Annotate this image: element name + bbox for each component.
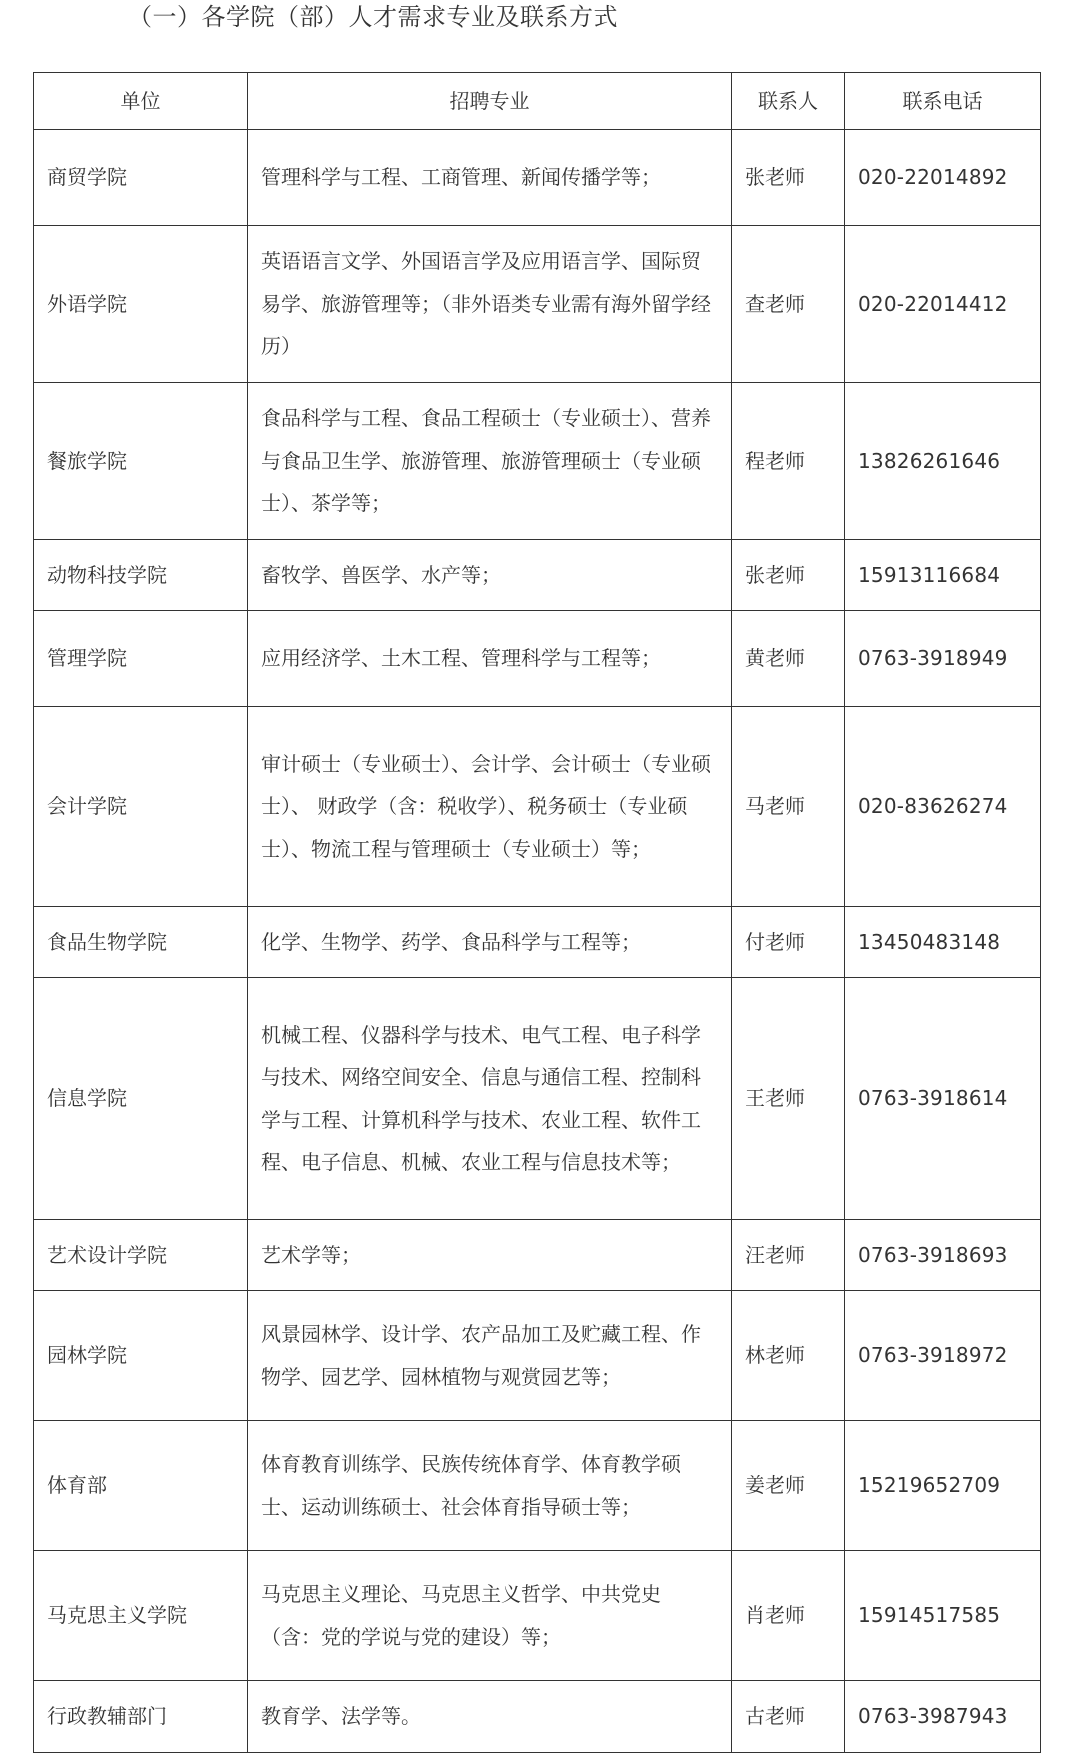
phone-cell: 0763-3987943	[845, 1681, 1041, 1753]
unit-cell: 管理学院	[34, 611, 248, 707]
unit-cell: 艺术设计学院	[34, 1220, 248, 1291]
phone-cell: 020-83626274	[845, 707, 1041, 907]
unit-cell: 动物科技学院	[34, 540, 248, 611]
table-row	[34, 707, 1041, 907]
contact-cell: 汪老师	[732, 1220, 845, 1291]
phone-cell: 0763-3918693	[845, 1220, 1041, 1291]
contact-cell: 姜老师	[732, 1421, 845, 1551]
contact-cell: 古老师	[732, 1681, 845, 1753]
table-row	[34, 611, 1041, 707]
major-cell: 英语语言文学、外国语言学及应用语言学、国际贸易学、旅游管理等；（非外语类专业需有海外留学经历）	[248, 226, 732, 383]
major-cell: 审计硕士（专业硕士）、会计学、会计硕士（专业硕士）、 财政学（含：税收学）、税务硕士（专业硕士）、物流工程与管理硕士（专业硕士）等；	[248, 707, 732, 907]
contact-cell: 肖老师	[732, 1551, 845, 1681]
header-row	[34, 73, 1041, 130]
table-row	[34, 1421, 1041, 1551]
phone-cell: 0763-3918614	[845, 978, 1041, 1220]
table-row	[34, 226, 1041, 383]
unit-cell: 行政教辅部门	[34, 1681, 248, 1753]
phone-cell: 13450483148	[845, 907, 1041, 978]
phone-cell: 0763-3918972	[845, 1291, 1041, 1421]
header-unit: 单位	[34, 73, 248, 130]
unit-cell: 外语学院	[34, 226, 248, 383]
table-body	[34, 130, 1041, 1753]
contact-cell: 张老师	[732, 130, 845, 226]
table-header	[34, 73, 1041, 130]
contact-cell: 查老师	[732, 226, 845, 383]
major-cell: 机械工程、仪器科学与技术、电气工程、电子科学与技术、网络空间安全、信息与通信工程、控制科学与工程、计算机科学与技术、农业工程、软件工程、电子信息、机械、农业工程与信息技术等；	[248, 978, 732, 1220]
table-row	[34, 1681, 1041, 1753]
table-row	[34, 1220, 1041, 1291]
unit-cell: 马克思主义学院	[34, 1551, 248, 1681]
major-cell: 体育教育训练学、民族传统体育学、体育教学硕士、运动训练硕士、社会体育指导硕士等；	[248, 1421, 732, 1551]
major-cell: 管理科学与工程、工商管理、新闻传播学等；	[248, 130, 732, 226]
major-cell: 教育学、法学等。	[248, 1681, 732, 1753]
contact-cell: 付老师	[732, 907, 845, 978]
header-major: 招聘专业	[248, 73, 732, 130]
phone-cell: 15219652709	[845, 1421, 1041, 1551]
table-row	[34, 130, 1041, 226]
table-row	[34, 1291, 1041, 1421]
table-row	[34, 907, 1041, 978]
phone-cell: 020-22014412	[845, 226, 1041, 383]
table-row	[34, 540, 1041, 611]
table-row	[34, 1551, 1041, 1681]
unit-cell: 园林学院	[34, 1291, 248, 1421]
major-cell: 畜牧学、兽医学、水产等；	[248, 540, 732, 611]
contact-cell: 张老师	[732, 540, 845, 611]
major-cell: 化学、生物学、药学、食品科学与工程等；	[248, 907, 732, 978]
phone-cell: 15914517585	[845, 1551, 1041, 1681]
phone-cell: 0763-3918949	[845, 611, 1041, 707]
major-cell: 艺术学等；	[248, 1220, 732, 1291]
unit-cell: 信息学院	[34, 978, 248, 1220]
major-cell: 应用经济学、土木工程、管理科学与工程等；	[248, 611, 732, 707]
section-heading: （一）各学院（部）人才需求专业及联系方式	[128, 3, 618, 31]
contact-cell: 王老师	[732, 978, 845, 1220]
major-cell: 马克思主义理论、马克思主义哲学、中共党史（含：党的学说与党的建设）等；	[248, 1551, 732, 1681]
recruitment-table	[33, 72, 1041, 1753]
phone-cell: 020-22014892	[845, 130, 1041, 226]
phone-cell: 15913116684	[845, 540, 1041, 611]
table-row	[34, 978, 1041, 1220]
major-cell: 食品科学与工程、食品工程硕士（专业硕士）、营养与食品卫生学、旅游管理、旅游管理硕士（专业硕士）、茶学等；	[248, 383, 732, 540]
unit-cell: 会计学院	[34, 707, 248, 907]
header-phone: 联系电话	[845, 73, 1041, 130]
table-row	[34, 383, 1041, 540]
unit-cell: 餐旅学院	[34, 383, 248, 540]
unit-cell: 体育部	[34, 1421, 248, 1551]
unit-cell: 食品生物学院	[34, 907, 248, 978]
contact-cell: 马老师	[732, 707, 845, 907]
contact-cell: 程老师	[732, 383, 845, 540]
unit-cell: 商贸学院	[34, 130, 248, 226]
header-contact: 联系人	[732, 73, 845, 130]
contact-cell: 黄老师	[732, 611, 845, 707]
contact-cell: 林老师	[732, 1291, 845, 1421]
major-cell: 风景园林学、设计学、农产品加工及贮藏工程、作物学、园艺学、园林植物与观赏园艺等；	[248, 1291, 732, 1421]
phone-cell: 13826261646	[845, 383, 1041, 540]
